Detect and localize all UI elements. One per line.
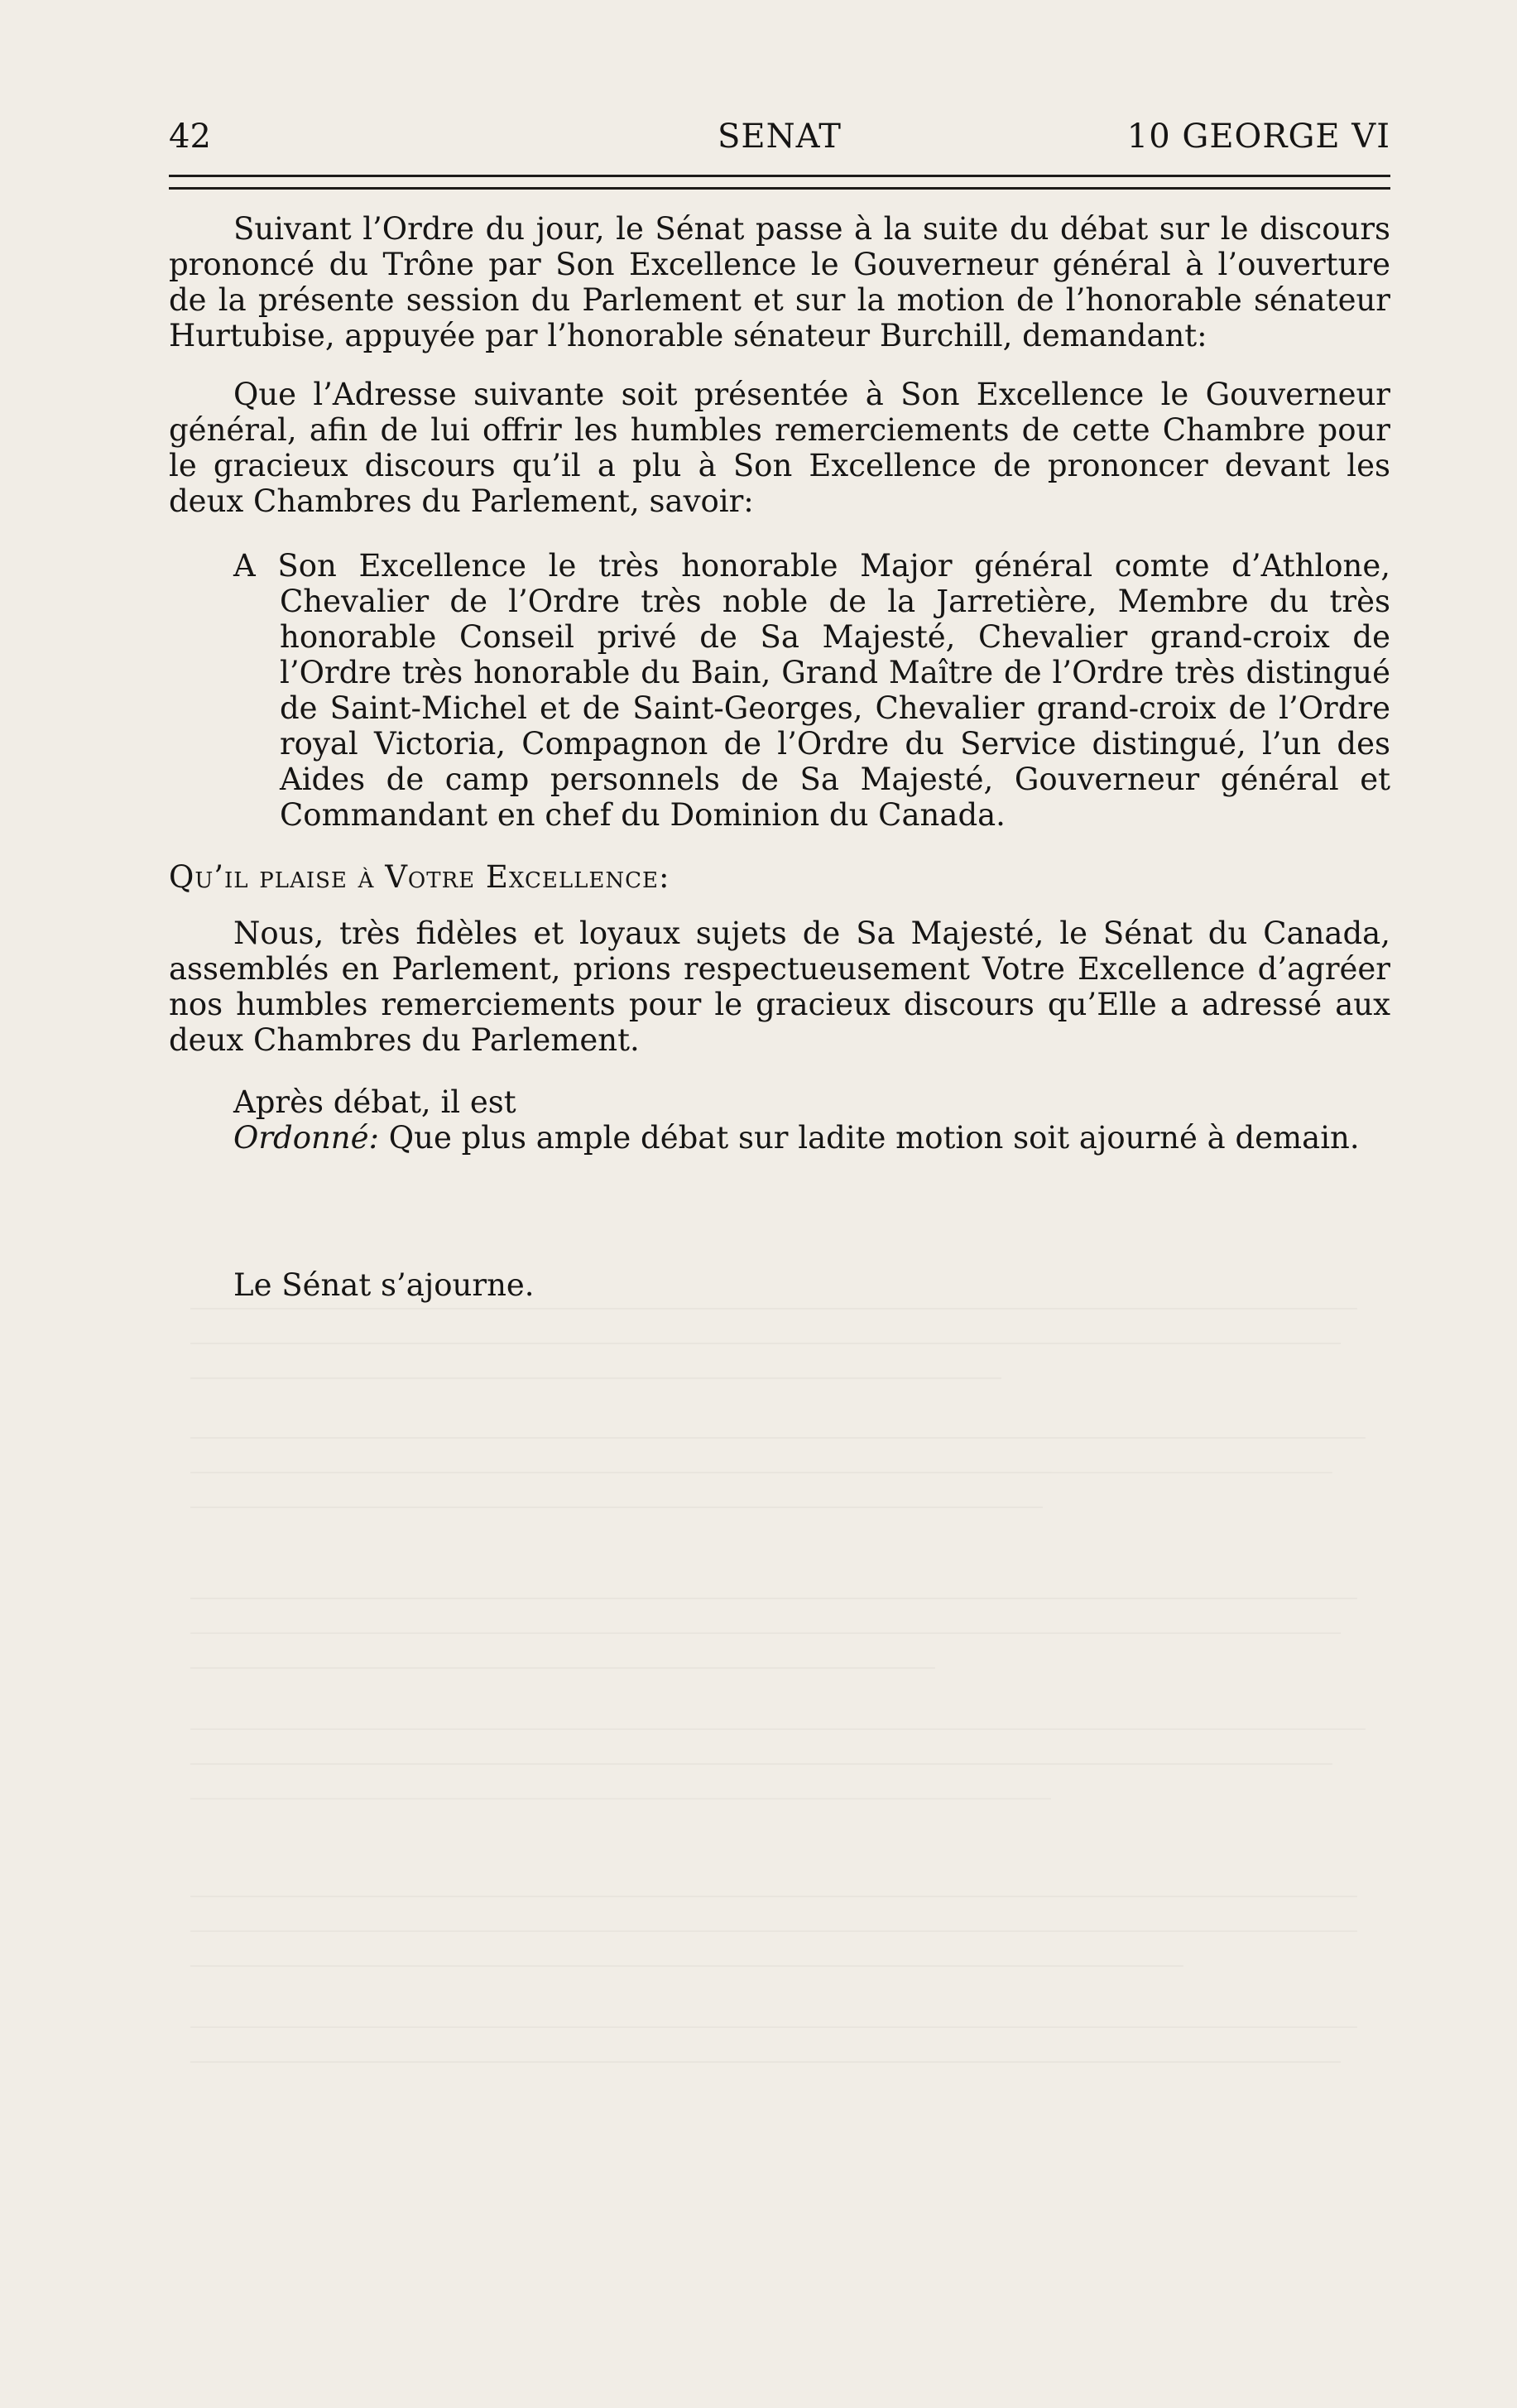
page-header xyxy=(169,116,1390,157)
debate-paragraph: Après débat, il est xyxy=(233,1084,516,1120)
regnal-year: 10 GEORGE VI xyxy=(1126,118,1390,156)
running-title: SENAT xyxy=(718,118,842,156)
order-paragraph xyxy=(169,1120,1390,1156)
opening-paragraph: Suivant l’Ordre du jour, le Sénat passe à la suite du débat sur le discours prononcé du Trône par Son Excellence le Gouverneur général à l’ouverture de la présente session du Parlement et sur la motion de l’honorable sénateur Hurtubise, appuyée par l’honorable sénateur Burchill, demandant: xyxy=(169,211,1390,353)
address-heading: Qu’il plaise à Votre Excellence: xyxy=(169,859,670,895)
bleed-through-texture xyxy=(182,1291,1366,2119)
document-body xyxy=(169,211,1390,1303)
adjournment-line: Le Sénat s’ajourne. xyxy=(233,1267,535,1303)
reply-paragraph: Nous, très fidèles et loyaux sujets de Sa Majesté, le Sénat du Canada, assemblés en Parlement, prions respectueusement Votre Excellence d’agréer nos humbles remerciements pour le gracieux discours qu’Elle a adressé aux deux Chambres du Parlement. xyxy=(169,916,1390,1058)
address-block: A Son Excellence le très honorable Major général comte d’Athlone, Chevalier de l’Ordre très noble de la Jarretière, Membre du très honorable Conseil privé de Sa Majesté, Chevalier grand-croix de l’Ordre très honorable du Bain, Grand Maître de l’Ordre très distingué de Saint-Michel et de Saint-Georges, Chevalier grand-croix de l’Ordre royal Victoria, Compagnon de l’Ordre du Service distingué, l’un des Aides de camp personnels de Sa Majesté, Gouverneur général et Commandant en chef du Dominion du Canada. xyxy=(233,548,1390,833)
order-label: Ordonné: xyxy=(233,1120,380,1156)
header-rule-bottom xyxy=(169,187,1390,190)
header-rule-top xyxy=(169,175,1390,177)
address-intro-paragraph: Que l’Adresse suivante soit présentée à Son Excellence le Gouverneur général, afin de lui offrir les humbles remerciements de cette Chambre pour le gracieux discours qu’il a plu à Son Excellence de prononcer devant les deux Chambres du Parlement, savoir: xyxy=(169,377,1390,519)
page-number: 42 xyxy=(169,118,211,156)
order-text: Que plus ample débat sur ladite motion soit ajourné à demain. xyxy=(379,1120,1360,1156)
